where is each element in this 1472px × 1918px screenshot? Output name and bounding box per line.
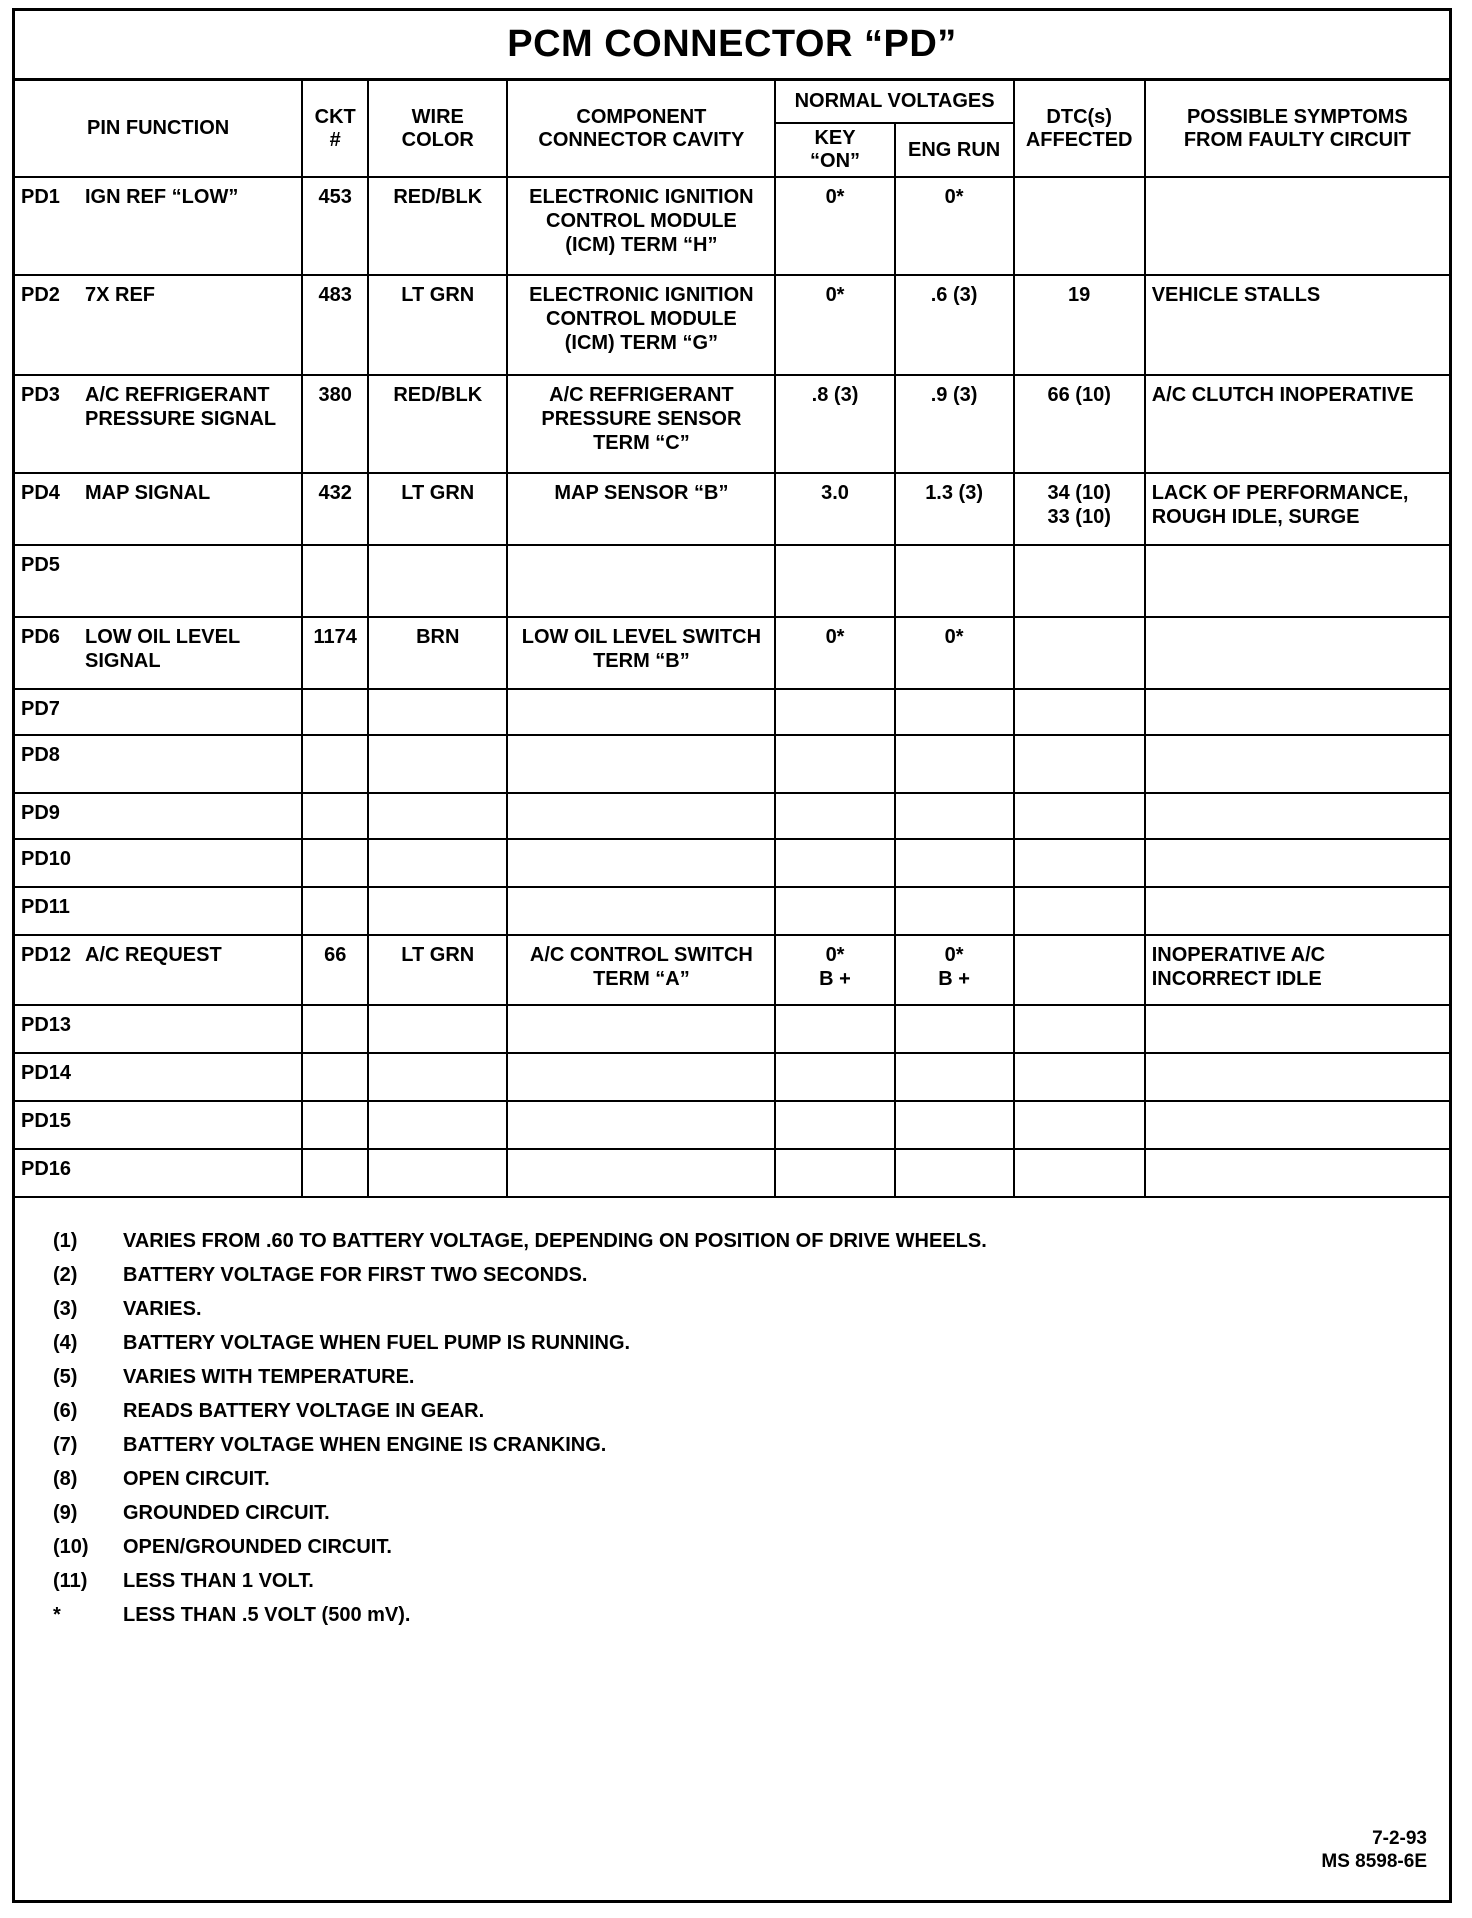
key-on-voltage [775, 1101, 894, 1149]
table-row [15, 275, 1449, 375]
pin-cell [15, 275, 302, 375]
wire-color [368, 1005, 507, 1053]
page-title: PCM CONNECTOR “PD” [15, 11, 1449, 81]
pin-table [15, 81, 1449, 1198]
pin-id: PD15 [21, 1110, 72, 1132]
eng-run-voltage [895, 735, 1014, 793]
note-text: VARIES. [123, 1297, 202, 1320]
component-cavity: MAP SENSOR “B” [507, 473, 775, 545]
component-cavity: A/C CONTROL SWITCH TERM “A” [507, 935, 775, 1005]
table-row [15, 935, 1449, 1005]
pin-cell [15, 689, 302, 735]
wire-color [368, 887, 507, 935]
pin-cell [15, 617, 302, 689]
ckt-number: 66 [302, 935, 368, 1005]
ckt-number [302, 839, 368, 887]
component-cavity: A/C REFRIGERANT PRESSURE SENSOR TERM “C” [507, 375, 775, 473]
note-text: LESS THAN 1 VOLT. [123, 1569, 314, 1592]
note-key: (4) [53, 1331, 78, 1354]
pin-cell [15, 375, 302, 473]
possible-symptoms [1145, 735, 1449, 793]
table-row [15, 1101, 1449, 1149]
note-item [53, 1462, 1449, 1496]
wire-color [368, 545, 507, 617]
eng-run-voltage [895, 1101, 1014, 1149]
wire-color: LT GRN [368, 935, 507, 1005]
ckt-number [302, 545, 368, 617]
key-on-voltage: 0* [775, 275, 894, 375]
dtc-affected [1014, 177, 1145, 275]
eng-run-voltage: .9 (3) [895, 375, 1014, 473]
note-key: (3) [53, 1297, 78, 1320]
dtc-affected [1014, 839, 1145, 887]
header-dtc: DTC(s) AFFECTED [1014, 81, 1145, 177]
note-item [53, 1360, 1449, 1394]
pin-cell [15, 1149, 302, 1197]
note-text: READS BATTERY VOLTAGE IN GEAR. [123, 1399, 485, 1422]
component-cavity [507, 735, 775, 793]
key-on-voltage [775, 887, 894, 935]
key-on-voltage [775, 1149, 894, 1197]
pin-id: PD13 [21, 1014, 72, 1036]
eng-run-voltage [895, 793, 1014, 839]
pin-id: PD4 [21, 482, 60, 504]
component-cavity [507, 689, 775, 735]
note-item [53, 1530, 1449, 1564]
component-cavity [507, 1053, 775, 1101]
ckt-number [302, 1053, 368, 1101]
pin-id: PD3 [21, 384, 60, 406]
possible-symptoms [1145, 689, 1449, 735]
note-text: BATTERY VOLTAGE FOR FIRST TWO SECONDS. [123, 1263, 588, 1286]
pin-cell [15, 935, 302, 1005]
component-cavity: ELECTRONIC IGNITION CONTROL MODULE (ICM) TERM “H” [507, 177, 775, 275]
component-cavity: ELECTRONIC IGNITION CONTROL MODULE (ICM) TERM “G” [507, 275, 775, 375]
key-on-voltage [775, 545, 894, 617]
component-cavity [507, 1101, 775, 1149]
possible-symptoms [1145, 887, 1449, 935]
pin-cell [15, 177, 302, 275]
table-row [15, 375, 1449, 473]
pin-id: PD6 [21, 626, 60, 648]
pin-function: A/C REFRIGERANT PRESSURE SIGNAL [85, 384, 277, 430]
table-row [15, 1005, 1449, 1053]
wire-color [368, 839, 507, 887]
pin-rows [15, 177, 1449, 1197]
dtc-affected [1014, 617, 1145, 689]
dtc-affected: 19 [1014, 275, 1145, 375]
note-item [53, 1394, 1449, 1428]
key-on-voltage [775, 793, 894, 839]
dtc-affected [1014, 887, 1145, 935]
footer-doc-number: MS 8598-6E [1321, 1851, 1427, 1873]
pin-id: PD10 [21, 848, 72, 870]
ckt-number [302, 1005, 368, 1053]
table-row [15, 839, 1449, 887]
table-row [15, 1053, 1449, 1101]
note-item [53, 1564, 1449, 1598]
table-row [15, 735, 1449, 793]
note-item [53, 1428, 1449, 1462]
wire-color: RED/BLK [368, 177, 507, 275]
ckt-number [302, 793, 368, 839]
eng-run-voltage [895, 689, 1014, 735]
pin-function: MAP SIGNAL [85, 482, 211, 504]
ckt-number: 432 [302, 473, 368, 545]
ckt-number [302, 689, 368, 735]
wire-color [368, 689, 507, 735]
note-item [53, 1326, 1449, 1360]
ckt-number [302, 1101, 368, 1149]
dtc-affected [1014, 1053, 1145, 1101]
note-key: (6) [53, 1399, 78, 1422]
header-component: COMPONENT CONNECTOR CAVITY [507, 81, 775, 177]
note-text: LESS THAN .5 VOLT (500 mV). [123, 1603, 411, 1626]
table-row [15, 793, 1449, 839]
pin-cell [15, 545, 302, 617]
pin-id: PD12 [21, 944, 72, 966]
note-item [53, 1292, 1449, 1326]
pin-cell [15, 1101, 302, 1149]
eng-run-voltage [895, 839, 1014, 887]
eng-run-voltage [895, 1053, 1014, 1101]
note-item [53, 1224, 1449, 1258]
key-on-voltage [775, 735, 894, 793]
component-cavity [507, 1005, 775, 1053]
note-key: (5) [53, 1365, 78, 1388]
dtc-affected [1014, 735, 1145, 793]
pin-id: PD7 [21, 698, 60, 720]
note-key: (2) [53, 1263, 78, 1286]
header-pin-function: PIN FUNCTION [15, 81, 302, 177]
key-on-voltage [775, 839, 894, 887]
component-cavity: LOW OIL LEVEL SWITCH TERM “B” [507, 617, 775, 689]
note-item [53, 1258, 1449, 1292]
dtc-affected: 66 (10) [1014, 375, 1145, 473]
ckt-number: 1174 [302, 617, 368, 689]
key-on-voltage [775, 1053, 894, 1101]
table-row [15, 545, 1449, 617]
component-cavity [507, 839, 775, 887]
key-on-voltage: 3.0 [775, 473, 894, 545]
table-row [15, 1149, 1449, 1197]
header-ckt: CKT # [302, 81, 368, 177]
note-text: GROUNDED CIRCUIT. [123, 1501, 330, 1524]
note-key: (8) [53, 1467, 78, 1490]
wire-color: RED/BLK [368, 375, 507, 473]
dtc-affected: 34 (10) 33 (10) [1014, 473, 1145, 545]
table-row [15, 177, 1449, 275]
ckt-number [302, 735, 368, 793]
possible-symptoms: LACK OF PERFORMANCE, ROUGH IDLE, SURGE [1145, 473, 1449, 545]
dtc-affected [1014, 935, 1145, 1005]
wire-color [368, 735, 507, 793]
key-on-voltage [775, 1005, 894, 1053]
wire-color: LT GRN [368, 473, 507, 545]
possible-symptoms [1145, 1005, 1449, 1053]
pin-cell [15, 793, 302, 839]
pin-id: PD2 [21, 284, 60, 306]
possible-symptoms: INOPERATIVE A/C INCORRECT IDLE [1145, 935, 1449, 1005]
table-row [15, 617, 1449, 689]
possible-symptoms [1145, 617, 1449, 689]
pin-id: PD14 [21, 1062, 72, 1084]
key-on-voltage: 0* [775, 617, 894, 689]
pin-cell [15, 735, 302, 793]
eng-run-voltage [895, 1005, 1014, 1053]
note-key: (10) [53, 1535, 89, 1558]
ckt-number [302, 887, 368, 935]
dtc-affected [1014, 1149, 1145, 1197]
dtc-affected [1014, 1005, 1145, 1053]
ckt-number: 453 [302, 177, 368, 275]
table-row [15, 887, 1449, 935]
header-key-on: KEY “ON” [775, 123, 894, 177]
table-row [15, 689, 1449, 735]
eng-run-voltage: 0* [895, 617, 1014, 689]
possible-symptoms [1145, 793, 1449, 839]
pin-id: PD8 [21, 744, 60, 766]
ckt-number: 483 [302, 275, 368, 375]
key-on-voltage: .8 (3) [775, 375, 894, 473]
note-text: OPEN CIRCUIT. [123, 1467, 270, 1490]
note-text: VARIES WITH TEMPERATURE. [123, 1365, 415, 1388]
connector-sheet [12, 8, 1452, 1903]
pin-cell [15, 1005, 302, 1053]
pin-id: PD5 [21, 554, 60, 576]
wire-color [368, 1053, 507, 1101]
header-eng-run: ENG RUN [895, 123, 1014, 177]
possible-symptoms [1145, 177, 1449, 275]
note-text: OPEN/GROUNDED CIRCUIT. [123, 1535, 392, 1558]
table-row [15, 473, 1449, 545]
wire-color [368, 1101, 507, 1149]
pin-cell [15, 887, 302, 935]
eng-run-voltage: .6 (3) [895, 275, 1014, 375]
ckt-number: 380 [302, 375, 368, 473]
possible-symptoms [1145, 1053, 1449, 1101]
note-key: (7) [53, 1433, 78, 1456]
wire-color [368, 1149, 507, 1197]
note-key: (11) [53, 1569, 88, 1592]
possible-symptoms: A/C CLUTCH INOPERATIVE [1145, 375, 1449, 473]
possible-symptoms [1145, 1101, 1449, 1149]
pin-id: PD16 [21, 1158, 72, 1180]
note-key: (1) [53, 1229, 78, 1252]
note-key: * [53, 1603, 61, 1626]
pin-cell [15, 1053, 302, 1101]
footer-date: 7-2-93 [1372, 1827, 1427, 1849]
note-text: VARIES FROM .60 TO BATTERY VOLTAGE, DEPENDING ON POSITION OF DRIVE WHEELS. [123, 1229, 987, 1252]
footer [1321, 1827, 1427, 1875]
wire-color [368, 793, 507, 839]
header-normal-voltages: NORMAL VOLTAGES [775, 81, 1013, 123]
wire-color: LT GRN [368, 275, 507, 375]
key-on-voltage [775, 689, 894, 735]
pin-cell [15, 473, 302, 545]
eng-run-voltage: 1.3 (3) [895, 473, 1014, 545]
pin-function: 7X REF [85, 284, 156, 306]
dtc-affected [1014, 689, 1145, 735]
component-cavity [507, 793, 775, 839]
dtc-affected [1014, 1101, 1145, 1149]
key-on-voltage: 0* B + [775, 935, 894, 1005]
note-key: (9) [53, 1501, 78, 1524]
note-item [53, 1496, 1449, 1530]
possible-symptoms [1145, 545, 1449, 617]
pin-function: A/C REQUEST [85, 944, 222, 966]
dtc-affected [1014, 793, 1145, 839]
pin-cell [15, 839, 302, 887]
eng-run-voltage: 0* [895, 177, 1014, 275]
note-text: BATTERY VOLTAGE WHEN ENGINE IS CRANKING. [123, 1433, 607, 1456]
component-cavity [507, 545, 775, 617]
eng-run-voltage: 0* B + [895, 935, 1014, 1005]
pin-function: LOW OIL LEVEL SIGNAL [85, 626, 240, 672]
component-cavity [507, 1149, 775, 1197]
possible-symptoms [1145, 1149, 1449, 1197]
eng-run-voltage [895, 1149, 1014, 1197]
dtc-affected [1014, 545, 1145, 617]
note-text: BATTERY VOLTAGE WHEN FUEL PUMP IS RUNNING. [123, 1331, 631, 1354]
wire-color: BRN [368, 617, 507, 689]
eng-run-voltage [895, 545, 1014, 617]
header-symptoms: POSSIBLE SYMPTOMS FROM FAULTY CIRCUIT [1145, 81, 1449, 177]
note-item [53, 1598, 1449, 1632]
eng-run-voltage [895, 887, 1014, 935]
ckt-number [302, 1149, 368, 1197]
pin-id: PD1 [21, 186, 60, 208]
pin-id: PD11 [21, 896, 70, 918]
key-on-voltage: 0* [775, 177, 894, 275]
component-cavity [507, 887, 775, 935]
possible-symptoms: VEHICLE STALLS [1145, 275, 1449, 375]
pin-id: PD9 [21, 802, 60, 824]
pin-function: IGN REF “LOW” [85, 186, 239, 208]
possible-symptoms [1145, 839, 1449, 887]
header-wire-color: WIRE COLOR [368, 81, 507, 177]
notes-list [15, 1198, 1449, 1632]
